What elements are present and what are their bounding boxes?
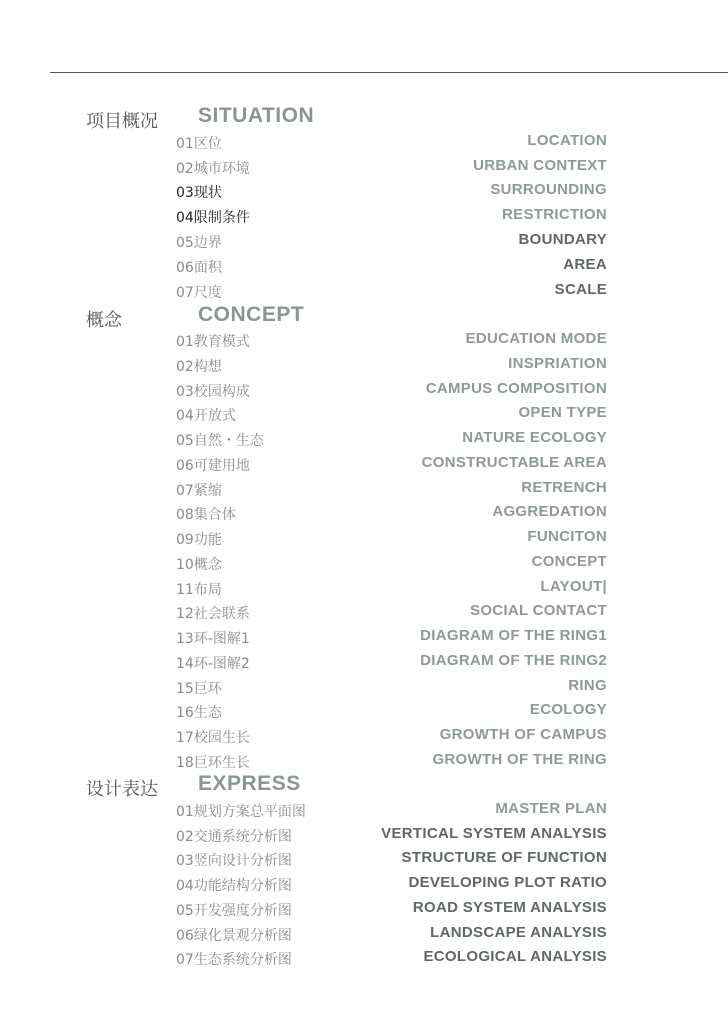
toc-entry[interactable]: [0, 352, 728, 376]
toc-entry[interactable]: [0, 896, 728, 920]
toc-entry[interactable]: [0, 698, 728, 722]
entry-en: AGGREDATION: [492, 503, 607, 520]
section-title-en: SITUATION: [198, 104, 315, 127]
top-divider: [50, 72, 728, 73]
section-title-zh: 设计表达: [86, 779, 158, 800]
toc-entry[interactable]: [0, 476, 728, 500]
entry-zh: 07紧缩: [176, 483, 222, 499]
toc-entry[interactable]: [0, 822, 728, 846]
entry-zh: 05开发强度分析图: [176, 903, 292, 919]
toc-entry[interactable]: [0, 599, 728, 623]
entry-zh: 11布局: [176, 582, 222, 598]
entry-en: INSPRIATION: [508, 355, 607, 372]
section-situation: [0, 104, 728, 132]
entry-zh: 10概念: [176, 557, 222, 573]
entry-zh: 12社会联系: [176, 606, 250, 622]
entry-en: CONCEPT: [531, 553, 607, 570]
entry-zh: 01区位: [176, 136, 222, 152]
toc-entry[interactable]: [0, 327, 728, 351]
section-title-zh: 项目概况: [86, 111, 158, 132]
section-express: [0, 772, 728, 800]
entry-zh: 17校园生长: [176, 730, 250, 746]
entry-en: VERTICAL SYSTEM ANALYSIS: [381, 825, 607, 842]
section-title-en: CONCEPT: [198, 303, 305, 326]
toc-entry[interactable]: [0, 624, 728, 648]
entry-zh: 04功能结构分析图: [176, 878, 292, 894]
toc-entry[interactable]: [0, 550, 728, 574]
entry-en: DIAGRAM OF THE RING2: [420, 652, 607, 669]
toc-entry[interactable]: [0, 451, 728, 475]
toc-entry[interactable]: [0, 921, 728, 945]
entry-zh: 14环-图解2: [176, 656, 250, 672]
entry-zh: 18巨环生长: [176, 755, 250, 771]
section-title-en: EXPRESS: [198, 772, 301, 795]
entry-en: RETRENCH: [521, 479, 607, 496]
entry-en: NATURE ECOLOGY: [462, 429, 607, 446]
entry-zh: 09功能: [176, 532, 222, 548]
entry-en: GROWTH OF THE RING: [432, 751, 607, 768]
entry-zh: 08集合体: [176, 507, 236, 523]
toc-entry[interactable]: [0, 525, 728, 549]
entry-en: BOUNDARY: [518, 231, 607, 248]
entry-en: MASTER PLAN: [495, 800, 607, 817]
entry-zh: 02城市环境: [176, 161, 250, 177]
entry-en: RESTRICTION: [502, 206, 607, 223]
entry-en: FUNCITON: [527, 528, 607, 545]
entry-zh: 06面积: [176, 260, 222, 276]
entry-en: RING: [568, 677, 607, 694]
entry-zh: 02构想: [176, 359, 222, 375]
entry-zh: 01规划方案总平面图: [176, 804, 306, 820]
entry-zh: 04限制条件: [176, 210, 250, 226]
entry-zh: 15巨环: [176, 681, 222, 697]
toc-entry[interactable]: [0, 575, 728, 599]
entry-en: OPEN TYPE: [518, 404, 607, 421]
entry-en: DIAGRAM OF THE RING1: [420, 627, 607, 644]
toc-entry[interactable]: [0, 797, 728, 821]
toc-entry[interactable]: [0, 154, 728, 178]
entry-en: URBAN CONTEXT: [473, 157, 607, 174]
entry-en: SURROUNDING: [490, 181, 607, 198]
entry-zh: 03现状: [176, 185, 222, 201]
toc-entry[interactable]: [0, 649, 728, 673]
toc-entry[interactable]: [0, 377, 728, 401]
entry-en: CONSTRUCTABLE AREA: [421, 454, 607, 471]
toc-entry[interactable]: [0, 253, 728, 277]
entry-en: AREA: [563, 256, 607, 273]
entry-en: GROWTH OF CAMPUS: [439, 726, 607, 743]
entry-en: DEVELOPING PLOT RATIO: [408, 874, 607, 891]
entry-zh: 03竖向设计分析图: [176, 853, 292, 869]
entry-en: ECOLOGY: [529, 701, 607, 718]
entry-en: ROAD SYSTEM ANALYSIS: [412, 899, 607, 916]
toc-entry[interactable]: [0, 871, 728, 895]
toc-entry[interactable]: [0, 129, 728, 153]
toc-entry[interactable]: [0, 178, 728, 202]
toc-entry[interactable]: [0, 228, 728, 252]
section-title-zh: 概念: [86, 310, 122, 331]
entry-zh: 06可建用地: [176, 458, 250, 474]
entry-en: EDUCATION MODE: [465, 330, 607, 347]
entry-en: CAMPUS COMPOSITION: [425, 380, 607, 397]
toc-entry[interactable]: [0, 500, 728, 524]
entry-zh: 04开放式: [176, 408, 236, 424]
entry-zh: 13环-图解1: [176, 631, 250, 647]
toc-entry[interactable]: [0, 846, 728, 870]
entry-zh: 01教育模式: [176, 334, 250, 350]
entry-en: LAYOUT|: [540, 578, 607, 595]
entry-en: LANDSCAPE ANALYSIS: [430, 924, 607, 941]
toc-entry[interactable]: [0, 401, 728, 425]
entry-en: LOCATION: [527, 132, 607, 149]
entry-zh: 07生态系统分析图: [176, 952, 292, 968]
toc-entry[interactable]: [0, 278, 728, 302]
entry-zh: 05边界: [176, 235, 222, 251]
toc-entry[interactable]: [0, 426, 728, 450]
toc-entry[interactable]: [0, 203, 728, 227]
entry-zh: 05自然・生态: [176, 433, 264, 449]
entry-zh: 07尺度: [176, 285, 222, 301]
toc-entry[interactable]: [0, 723, 728, 747]
toc-entry[interactable]: [0, 748, 728, 772]
entry-zh: 03校园构成: [176, 384, 250, 400]
entry-en: STRUCTURE OF FUNCTION: [401, 849, 607, 866]
toc-entry[interactable]: [0, 674, 728, 698]
toc-entry[interactable]: [0, 945, 728, 969]
entry-zh: 02交通系统分析图: [176, 829, 292, 845]
entry-zh: 06绿化景观分析图: [176, 928, 292, 944]
entry-en: SCALE: [554, 281, 607, 298]
entry-en: SOCIAL CONTACT: [470, 602, 607, 619]
entry-en: ECOLOGICAL ANALYSIS: [423, 948, 607, 965]
entry-zh: 16生态: [176, 705, 222, 721]
